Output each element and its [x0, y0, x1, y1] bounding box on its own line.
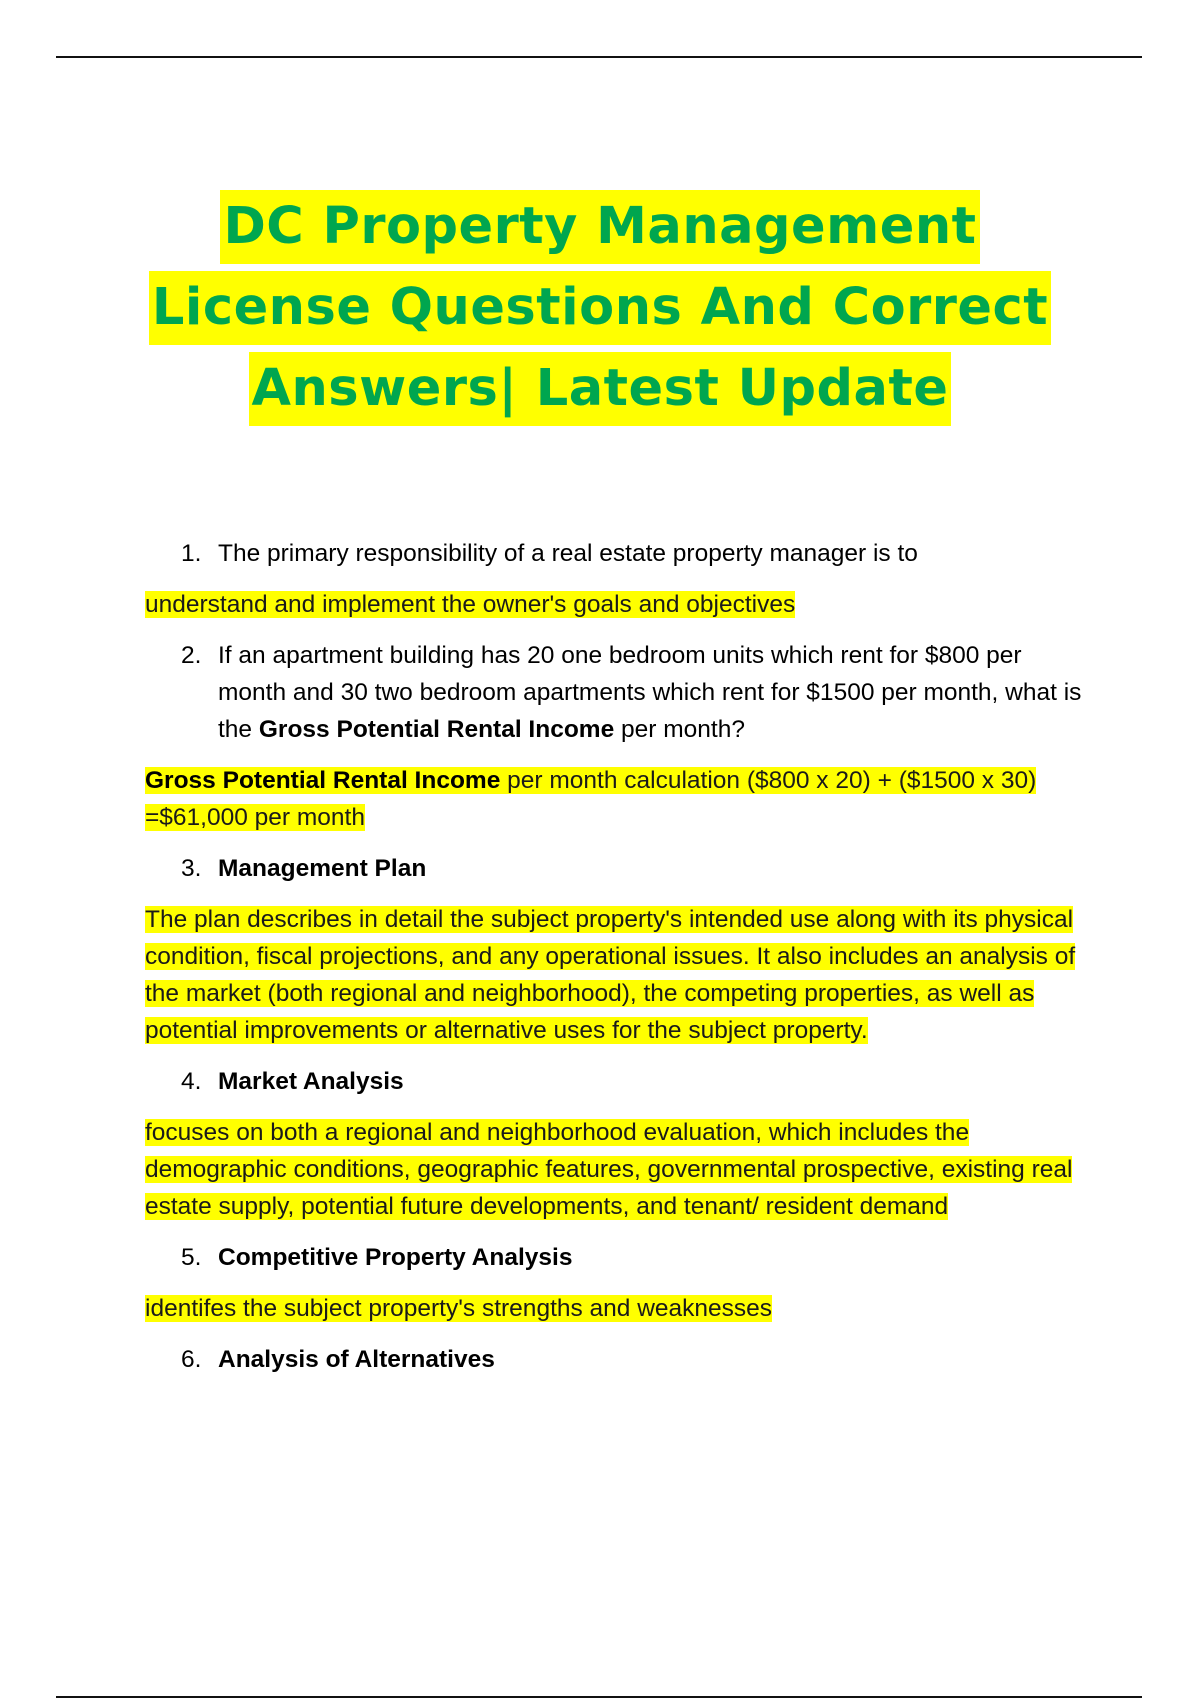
- qa-list: [145, 535, 1085, 1392]
- answer-4: [145, 1114, 1085, 1225]
- answer-3: [145, 901, 1085, 1049]
- question-1: [145, 535, 1085, 572]
- answer-text: identifes the subject property's strengths and weaknesses: [145, 1295, 773, 1322]
- title-line-2: License Questions And Correct: [149, 271, 1051, 345]
- answer-text: per month calculation ($800 x 20) + ($1500 x 30) =$61,000 per month: [145, 767, 1037, 831]
- question-number: 2.: [181, 642, 202, 669]
- document-title: [0, 190, 1200, 433]
- question-text: If an apartment building has 20 one bedroom units which rent for $800 per month and 30 two bedroom apartments which rent for $1500 per month, what is the: [218, 642, 1082, 743]
- question-3: [145, 850, 1085, 887]
- question-text: Management Plan: [218, 855, 427, 882]
- question-bold-term: Gross Potential Rental Income: [258, 716, 615, 743]
- question-number: 4.: [181, 1068, 202, 1095]
- question-number: 6.: [181, 1346, 202, 1373]
- question-text: Market Analysis: [218, 1068, 404, 1095]
- question-5: [145, 1239, 1085, 1276]
- title-line-3: Answers| Latest Update: [249, 352, 952, 426]
- question-number: 5.: [181, 1244, 202, 1271]
- question-2: [145, 637, 1085, 748]
- footer-rule: [56, 1696, 1142, 1698]
- answer-text: understand and implement the owner's goals and objectives: [145, 591, 796, 618]
- answer-2: [145, 762, 1085, 836]
- question-text-end: per month?: [614, 716, 745, 743]
- answer-bold-term: Gross Potential Rental Income: [145, 767, 501, 794]
- answer-text: focuses on both a regional and neighborhood evaluation, which includes the demographic conditions, geographic features, governmental prospective, existing real estate supply, potential future developments, and tenant/ resident demand: [145, 1119, 1073, 1220]
- question-6: [145, 1341, 1085, 1378]
- question-text: The primary responsibility of a real estate property manager is to: [218, 540, 918, 567]
- answer-1: [145, 586, 1085, 623]
- answer-text: The plan describes in detail the subject property's intended use along with its physical condition, fiscal projections, and any operational issues. It also includes an analysis of the market (both regional and neighborhood), the competing properties, as well as potential improvements or alternative uses for the subject property.: [145, 906, 1076, 1044]
- question-text: Competitive Property Analysis: [218, 1244, 573, 1271]
- title-line-1: DC Property Management: [220, 190, 979, 264]
- question-number: 1.: [181, 540, 202, 567]
- answer-5: [145, 1290, 1085, 1327]
- question-text: Analysis of Alternatives: [218, 1346, 495, 1373]
- question-4: [145, 1063, 1085, 1100]
- question-number: 3.: [181, 855, 202, 882]
- header-rule: [56, 56, 1142, 58]
